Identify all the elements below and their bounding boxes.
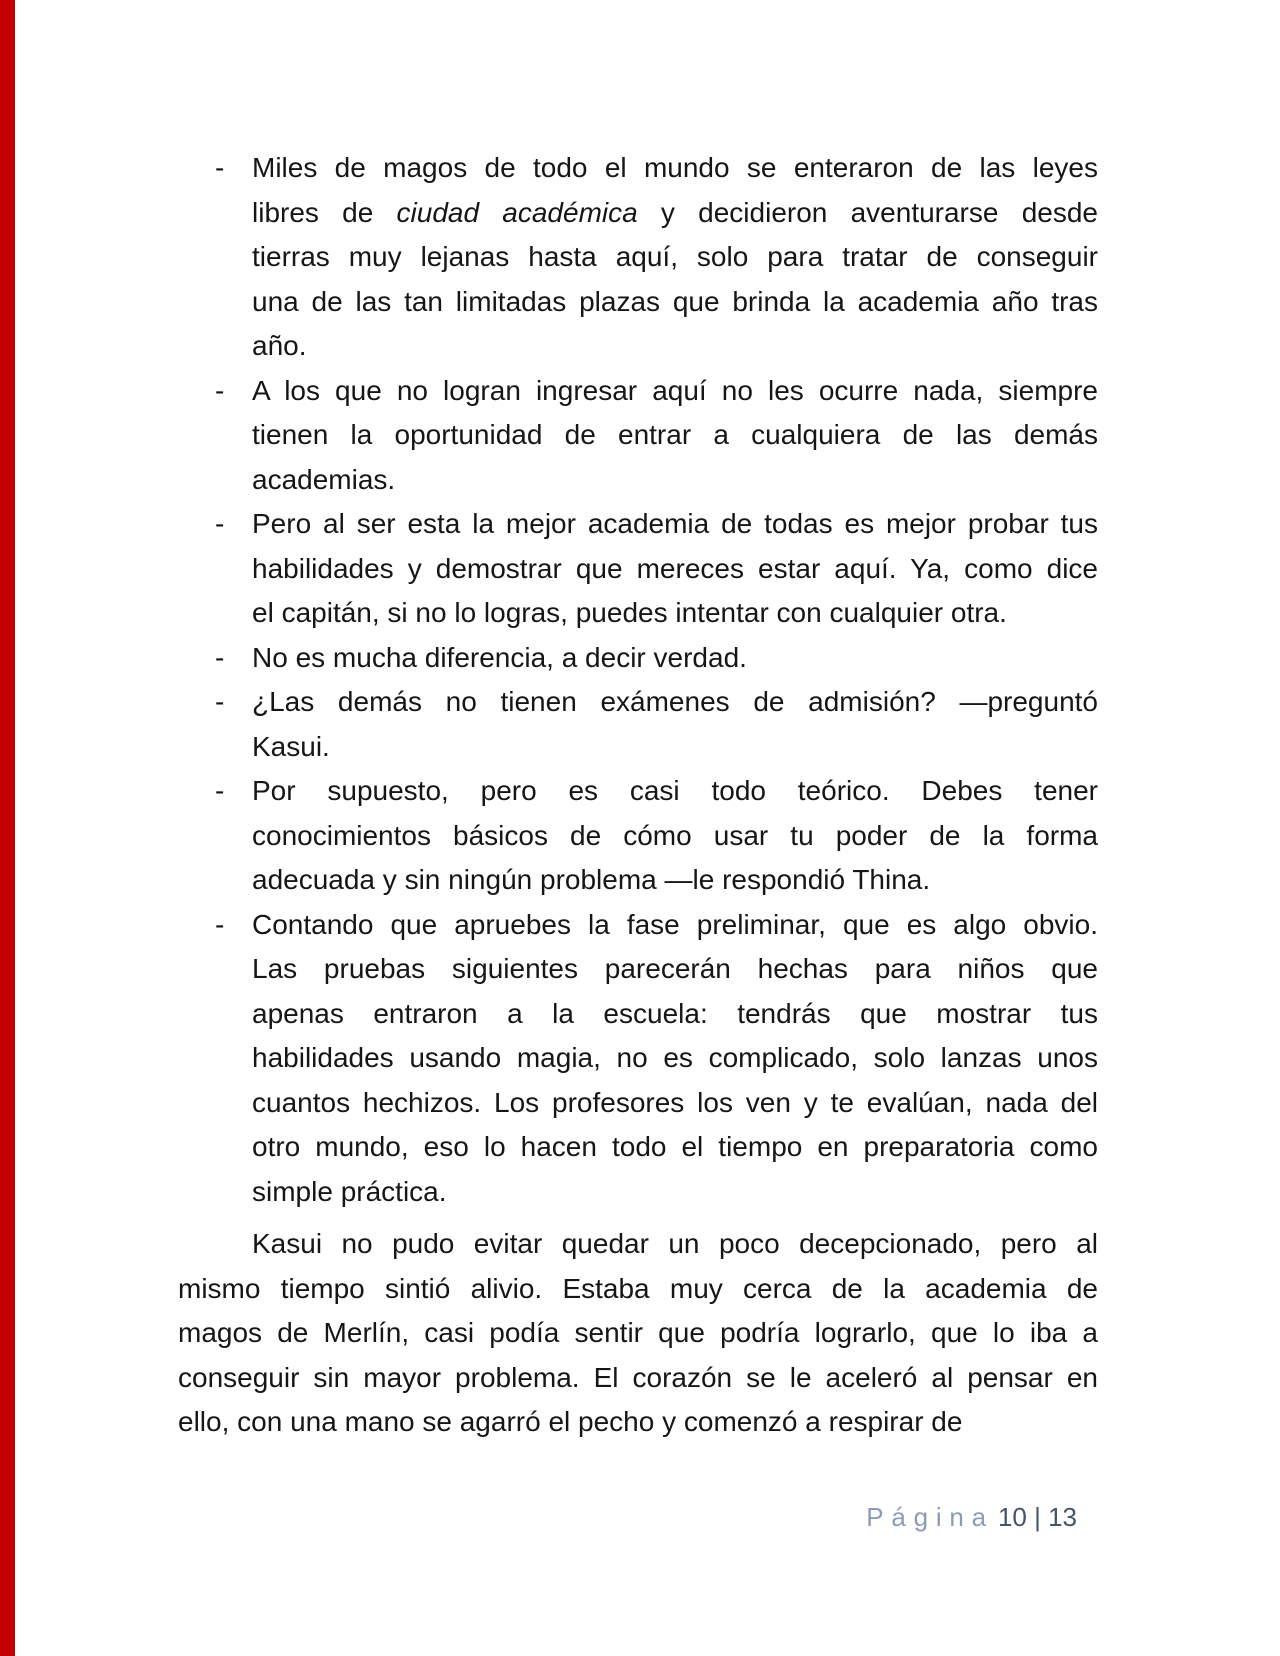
footer-page-label: Página [866, 1502, 994, 1532]
text-line [215, 903, 1098, 948]
text-segment: conocimientos básicos de cómo usar tu poder de la forma [252, 819, 1098, 851]
text-line [252, 280, 1098, 325]
text-segment: año. [252, 330, 307, 361]
text-line [178, 1400, 1098, 1445]
text-segment: Kasui no pudo evitar quedar un poco decepcionado, pero al [252, 1228, 1098, 1259]
left-edge-bar [0, 0, 15, 1656]
text-line [178, 1356, 1098, 1401]
text-line [252, 591, 1098, 636]
bullet-item [178, 502, 1098, 636]
bullet-item [178, 903, 1098, 1215]
footer-page-number: 10 | 13 [997, 1502, 1077, 1532]
text-segment: magos de Merlín, casi podía sentir que podría lograrlo, que lo iba a [178, 1317, 1098, 1348]
text-line [252, 947, 1098, 992]
text-segment: una de las tan limitadas plazas que brinda la academia año tras [252, 285, 1098, 317]
text-segment: Pero al ser esta la mejor academia de todas es mejor probar tus [252, 508, 1098, 539]
bullet-dash-marker: - [215, 908, 225, 940]
bullet-item [178, 680, 1098, 769]
text-line [252, 992, 1098, 1037]
bullet-item [178, 146, 1098, 369]
text-segment: mismo tiempo sintió alivio. Estaba muy cerca de la academia de [178, 1272, 1098, 1304]
text-segment: otro mundo, eso lo hacen todo el tiempo en preparatoria como [252, 1131, 1098, 1162]
text-line [215, 636, 1098, 681]
text-segment: Por supuesto, pero es casi todo teórico. Debes tener [252, 775, 1098, 806]
bullet-item [178, 636, 1098, 681]
bullet-item [178, 369, 1098, 503]
text-line [252, 725, 1098, 770]
text-line [252, 858, 1098, 903]
text-line [215, 369, 1098, 414]
bullet-dash-marker: - [215, 152, 225, 183]
text-segment: Las pruebas siguientes parecerán hechas para niños que [252, 953, 1098, 984]
text-line [215, 146, 1098, 191]
bullet-item [178, 769, 1098, 903]
text-segment: tienen la oportunidad de entrar a cualquiera de las demás [252, 419, 1098, 450]
text-segment: conseguir sin mayor problema. El corazón se le aceleró al pensar en [178, 1361, 1098, 1393]
text-segment: cuantos hechizos. Los profesores los ven y te evalúan, nada del [252, 1086, 1098, 1118]
text-line [178, 1267, 1098, 1312]
bullet-dash-marker: - [215, 641, 225, 673]
text-line [252, 324, 1098, 369]
text-segment: Miles de magos de todo el mundo se enteraron de las leyes [252, 152, 1098, 183]
italic-text: ciudad académica [396, 196, 638, 228]
text-segment: libres de [252, 196, 397, 228]
text-line [178, 1311, 1098, 1356]
bullet-dash-marker: - [215, 775, 225, 806]
text-line [252, 191, 1098, 236]
text-segment: simple práctica. [252, 1175, 447, 1207]
text-segment: habilidades usando magia, no es complicado, solo lanzas unos [252, 1042, 1098, 1073]
bullet-dash-marker: - [215, 374, 225, 406]
text-segment: adecuada y sin ningún problema —le respondió Thina. [252, 864, 931, 895]
text-segment: ello, con una mano se agarró el pecho y comenzó a respirar de [178, 1406, 963, 1437]
bullet-dash-marker: - [215, 508, 225, 539]
text-segment: Contando que apruebes la fase preliminar, que es algo obvio. [252, 908, 1098, 940]
text-line [252, 547, 1098, 592]
text-segment: Kasui. [252, 730, 330, 762]
text-line [252, 1170, 1098, 1215]
text-line [252, 458, 1098, 503]
text-line [252, 1036, 1098, 1081]
text-line [252, 413, 1098, 458]
text-line [215, 502, 1098, 547]
text-segment: y decidieron aventurarse desde [637, 196, 1098, 228]
text-line [178, 1222, 1098, 1267]
bullet-dash-marker: - [215, 686, 225, 717]
text-line [252, 814, 1098, 859]
page-footer [866, 1500, 1077, 1534]
text-segment: el capitán, si no lo logras, puedes intentar con cualquier otra. [252, 597, 1007, 628]
text-segment: A los que no logran ingresar aquí no les ocurre nada, siempre [252, 374, 1098, 406]
text-segment: academias. [252, 463, 396, 495]
paragraph [178, 1222, 1098, 1445]
text-segment: apenas entraron a la escuela: tendrás que mostrar tus [252, 997, 1098, 1029]
text-segment: No es mucha diferencia, a decir verdad. [252, 641, 747, 673]
text-line [252, 235, 1098, 280]
text-line [215, 680, 1098, 725]
text-content [178, 146, 1098, 1445]
text-segment: ¿Las demás no tienen exámenes de admisión? —preguntó [252, 686, 1098, 717]
text-segment: tierras muy lejanas hasta aquí, solo para tratar de conseguir [252, 241, 1098, 272]
text-line [252, 1081, 1098, 1126]
text-line [252, 1125, 1098, 1170]
text-line [215, 769, 1098, 814]
text-segment: habilidades y demostrar que mereces estar aquí. Ya, como dice [252, 552, 1098, 584]
